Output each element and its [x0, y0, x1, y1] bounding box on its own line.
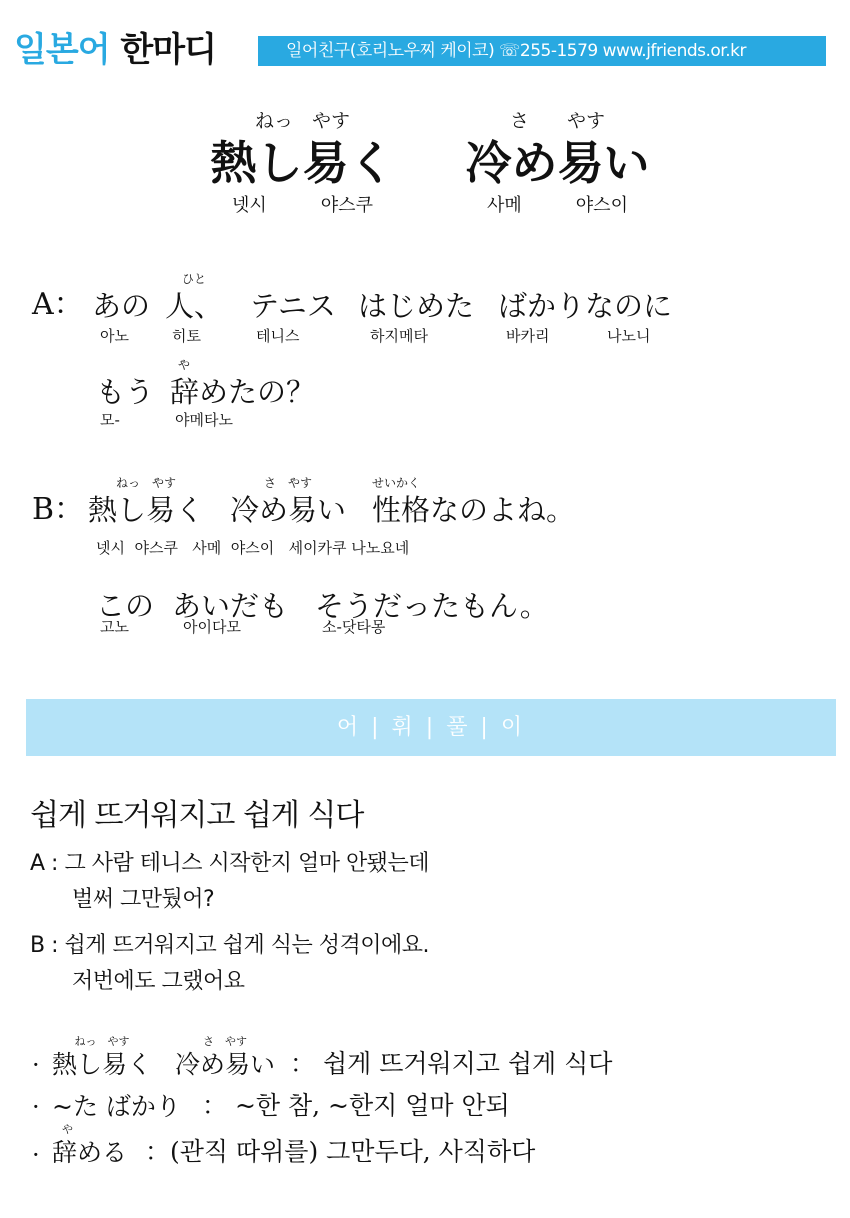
- translation-a-line-1: A : 그 사람 테니스 시작한지 얼마 안됐는데: [30, 851, 429, 876]
- translation-b-line-1: B : 쉽게 뜨거워지고 쉽게 식는 성격이에요.: [30, 933, 429, 958]
- a1-chunk-2: [165, 272, 223, 326]
- b1-japanese-2: 冷め易い: [230, 493, 347, 527]
- b2-furigana-2: [172, 572, 288, 586]
- note-3-word-1: [52, 1124, 127, 1170]
- b1-chunk-3: [372, 476, 575, 530]
- brand-part-a: 일본어: [14, 30, 110, 70]
- a2-japanese-2: 辞めたの？: [170, 375, 316, 409]
- b1-chunk-2: [230, 476, 346, 530]
- b2-reading-3: 소-닷타몽: [322, 618, 386, 636]
- b1-furigana-2: さ やす: [264, 476, 313, 490]
- b1-japanese-3: 性格なのよね。: [372, 493, 576, 527]
- a1-chunk-3: [250, 272, 336, 326]
- a2-chunk-1: [96, 358, 154, 412]
- b2-japanese-1: この: [96, 589, 155, 623]
- note-3-japanese-1: 辞める: [52, 1138, 128, 1167]
- a1-chunk-1: [92, 272, 150, 326]
- b2-furigana-1: [96, 572, 154, 586]
- translation-b-line-2: 저번에도 그랬어요: [72, 969, 245, 994]
- a1-chunk-4: [358, 272, 474, 326]
- note-1-word-1: [52, 1036, 152, 1082]
- title-word-2: [445, 108, 670, 220]
- b1-furigana-3: せいかく: [372, 476, 421, 490]
- note-bullet-2: ·: [32, 1093, 40, 1121]
- title-reading-1: 넷시 야스쿠: [232, 195, 373, 216]
- a1-furigana-2: ひと: [182, 272, 207, 286]
- b2-furigana-3: [315, 572, 549, 586]
- a2-furigana-2: や: [178, 358, 191, 372]
- contact-banner: 일어친구(호리노우찌 케이코) ☏255-1579 www.jfriends.or.kr: [258, 36, 826, 66]
- a1-furigana-1: [92, 272, 150, 286]
- a1-japanese-1: あの: [92, 289, 151, 323]
- b2-japanese-3: そうだったもん。: [315, 589, 549, 623]
- speaker-a-label: A：: [32, 287, 84, 322]
- note-2-furigana-1: [52, 1078, 181, 1090]
- a1-furigana-4: [358, 272, 474, 286]
- a2-chunk-2: [170, 358, 315, 412]
- note-1-furigana-2: さ やす: [203, 1035, 247, 1048]
- a1-japanese-2: 人、: [165, 289, 224, 323]
- note-1-japanese-1: 熱し易く: [52, 1050, 153, 1079]
- translation-title: 쉽게 뜨거워지고 쉽게 식다: [30, 798, 364, 833]
- a1-japanese-3: テニス: [250, 289, 336, 323]
- title-japanese-1: 熱し易く: [210, 136, 395, 190]
- note-1-japanese-2: 冷め易い: [175, 1050, 276, 1079]
- title-japanese-2: 冷め易い: [465, 136, 650, 190]
- a1-reading-6: 나노니: [607, 327, 651, 345]
- title-furigana-1: ねっ やす: [254, 110, 350, 132]
- brand-part-b: 한마디: [120, 30, 216, 70]
- b1-chunk-1: [88, 476, 204, 530]
- note-3-furigana-1: や: [62, 1123, 73, 1136]
- a1-japanese-5: ばかりなのに: [498, 289, 673, 323]
- b1-japanese-1: 熱し易く: [88, 493, 205, 527]
- a2-reading-1: 모-: [100, 411, 120, 429]
- b1-furigana-1: ねっ やす: [116, 476, 177, 490]
- note-1-word-2: [175, 1036, 275, 1082]
- title-phrase: [190, 108, 690, 233]
- a2-japanese-1: もう: [96, 375, 155, 409]
- a1-chunk-5: [498, 272, 672, 326]
- note-2-japanese-1: ~た ばかり: [52, 1092, 181, 1121]
- translation-a-line-2: 벌써 그만뒀어?: [72, 887, 215, 912]
- speaker-b-label: B：: [32, 492, 85, 527]
- a1-furigana-5: [498, 272, 672, 286]
- a1-reading-1: 아노: [100, 327, 129, 345]
- a2-reading-2: 야메타노: [175, 411, 233, 429]
- a2-furigana-1: [96, 358, 154, 372]
- note-1-furigana-1: ねっ やす: [74, 1035, 130, 1048]
- b2-reading-2: 아이다모: [183, 618, 241, 636]
- b1-reading: 넷시 야스쿠 사메 야스이 세이카쿠 나노요네: [96, 539, 410, 557]
- title-reading-2: 사메 야스이: [487, 195, 628, 216]
- note-2-word-1: [52, 1078, 181, 1124]
- a1-furigana-3: [250, 272, 336, 286]
- brand-logo: [14, 28, 216, 72]
- note-1-meaning: ： 쉽게 뜨거워지고 쉽게 식다: [290, 1049, 613, 1078]
- note-2-meaning: ： ~한 참, ~한지 얼마 안되: [202, 1091, 510, 1120]
- b2-japanese-2: あいだも: [172, 589, 289, 623]
- vocab-section-header: 어 | 휘 | 풀 | 이: [26, 699, 836, 756]
- a1-reading-5: 바카리: [506, 327, 550, 345]
- note-bullet-3: ·: [32, 1141, 40, 1169]
- title-furigana-2: さ やす: [509, 110, 605, 132]
- note-3-meaning: ：(관직 따위를) 그만두다, 사직하다: [145, 1137, 536, 1166]
- a1-reading-3: 테니스: [256, 327, 300, 345]
- a1-japanese-4: はじめた: [358, 289, 475, 323]
- a1-reading-4: 하지메타: [370, 327, 428, 345]
- a1-reading-2: 히토: [172, 327, 201, 345]
- title-word-1: [190, 108, 415, 220]
- note-bullet-1: ·: [32, 1051, 40, 1079]
- b2-reading-1: 고노: [100, 618, 129, 636]
